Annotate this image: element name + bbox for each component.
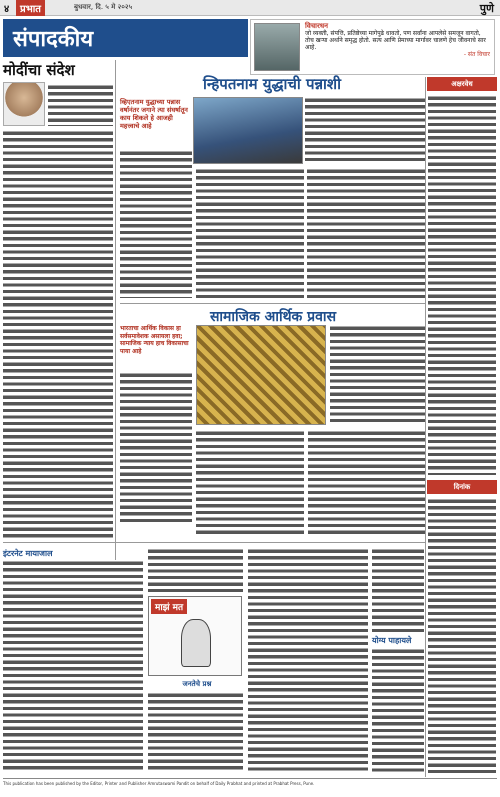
cartoon-figure <box>181 619 211 667</box>
article-1-intro <box>48 84 113 126</box>
article-2-subtitle: व्हिएतनाम युद्धाच्या पन्नास वर्षानंतर जगाने त्या संघर्षातून काय शिकले हे आजही महत्त्वाचे आहे <box>120 98 188 130</box>
top-bar <box>0 0 500 16</box>
article-4-title: इंटरनेट मायाजाल <box>3 549 53 558</box>
article-6-title: योग्य पाहायले <box>372 636 412 645</box>
edition-city: पुणे <box>479 2 494 15</box>
article-6-body <box>372 648 424 772</box>
print-line: This publication has been published by the Editor, Printer and Publisher Amrutaswami Pandit on behalf of Daily Prabhat and printed at Prabhat Press, Pune. <box>3 778 497 786</box>
brand-logo: प्रभात <box>16 0 45 16</box>
article-5-body <box>148 692 243 772</box>
dinank-body <box>428 498 496 773</box>
cartoon-box <box>148 596 242 676</box>
article-1-body <box>3 130 113 540</box>
issue-date: बुधवार, दि. ५ मे २०२५ <box>74 3 133 11</box>
thought-box <box>250 19 495 75</box>
article-3-col1 <box>120 372 192 522</box>
leader-photo <box>3 82 45 126</box>
article-2-col3 <box>307 168 425 298</box>
letters-col2 <box>372 548 424 632</box>
thought-title: विचारधन <box>305 22 329 30</box>
article-2-col3-top <box>305 97 425 163</box>
dinank-header: दिनांक <box>427 480 497 494</box>
article-1-title: मोदींचा संदेश <box>3 61 75 79</box>
letters-col1 <box>248 548 368 772</box>
article-3-title: सामाजिक आर्थिक प्रवास <box>120 303 426 326</box>
section-masthead: संपादकीय <box>3 19 248 57</box>
currency-photo <box>196 325 326 425</box>
article-3-col2 <box>196 430 304 535</box>
cartoon-label: माझं मत <box>151 599 187 614</box>
article-3-col3-top <box>330 325 425 425</box>
warship-photo <box>193 97 303 164</box>
article-3-col3 <box>308 430 425 535</box>
thinker-photo <box>254 23 300 71</box>
article-4-body <box>3 560 143 772</box>
article-2-col2 <box>196 168 304 298</box>
side-column-header: अक्षरवेध <box>427 77 497 91</box>
page-number: ४ <box>4 4 10 15</box>
thought-text: जो व्यक्ती, संपत्ति, प्रतिष्ठेच्या मागेपुढे धावतो, पण सर्वांना आपलेसे समजून वागतो, तोच खऱ्या अर्थाने समृद्ध होतो. सत्य आणि प्रेमाच्या मार्गावर चालणे हेच जीवनाचे सार आहे. <box>305 30 486 51</box>
side-article-body <box>428 95 496 475</box>
article-2-title: न्हिपतनाम युद्धाची पन्नाशी <box>202 75 342 93</box>
thought-author: - संत विचार <box>463 51 490 58</box>
article-3-subtitle: भारताचा आर्थिक विकास हा सर्वसमावेशक असायला हवा; सामाजिक न्याय हाच विकासाचा पाया आहे <box>120 325 189 355</box>
article-2-col1 <box>120 150 192 298</box>
article-5-title: जनतेचे प्रश्न <box>182 680 212 688</box>
article-4-col2 <box>148 548 243 592</box>
